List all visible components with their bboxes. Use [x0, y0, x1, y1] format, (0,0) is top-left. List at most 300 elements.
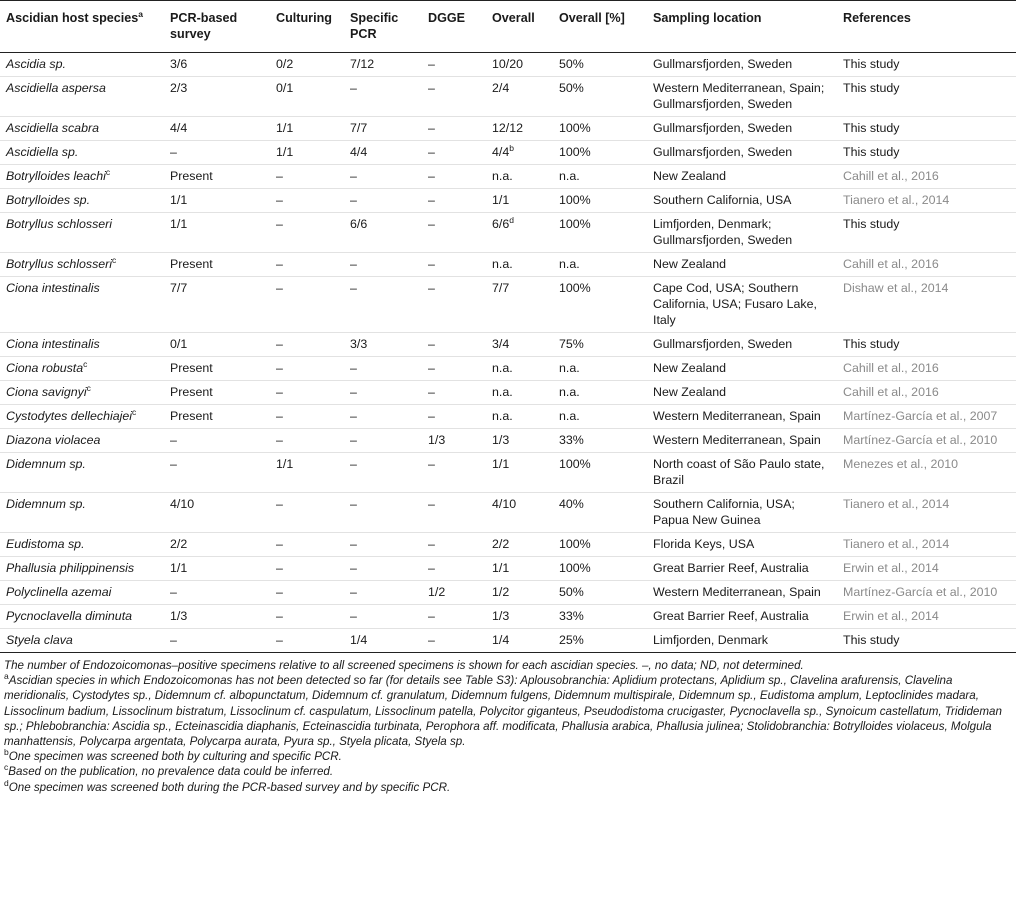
- culturing-cell: [270, 333, 344, 357]
- overall-percent-cell: [553, 557, 647, 581]
- sampling-location-cell-text: Western Mediterranean, Spain: [653, 433, 821, 447]
- dgge-cell-text: –: [428, 257, 435, 271]
- overall-percent-cell: [553, 141, 647, 165]
- pcr-survey-cell-text: –: [170, 457, 177, 471]
- sampling-location-cell-text: Western Mediterranean, Spain; Gullmarsfjorden, Sweden: [653, 81, 825, 111]
- overall-percent-cell-text: n.a.: [559, 169, 580, 183]
- culturing-cell-text: –: [276, 385, 283, 399]
- table-row: [0, 53, 1016, 77]
- overall-cell-text: 1/2: [492, 585, 510, 599]
- overall-cell-text: 1/3: [492, 433, 510, 447]
- table-row: [0, 253, 1016, 277]
- dgge-cell-text: 1/2: [428, 585, 446, 599]
- specific-pcr-cell: [344, 581, 422, 605]
- dgge-cell-text: –: [428, 337, 435, 351]
- reference-cell-text[interactable]: Martínez-García et al., 2010: [843, 585, 998, 599]
- dgge-cell: [422, 557, 486, 581]
- overall-cell: [486, 557, 553, 581]
- overall-percent-cell: [553, 429, 647, 453]
- specific-pcr-cell-text: –: [350, 193, 357, 207]
- culturing-cell-text: –: [276, 633, 283, 647]
- species-cell: [0, 605, 164, 629]
- table-row: [0, 629, 1016, 653]
- column-header: [486, 1, 553, 53]
- culturing-cell: [270, 77, 344, 117]
- overall-cell-text: 2/4: [492, 81, 510, 95]
- overall-percent-cell-text: 100%: [559, 457, 591, 471]
- overall-percent-cell-text: 25%: [559, 633, 584, 647]
- species-cell: [0, 405, 164, 429]
- reference-cell[interactable]: [837, 533, 1016, 557]
- footnote-d-marker: d: [4, 777, 9, 788]
- species-cell-text: Ascidia sp.: [6, 57, 66, 71]
- reference-cell-text[interactable]: Erwin et al., 2014: [843, 609, 939, 623]
- pcr-survey-cell-text: 1/3: [170, 609, 188, 623]
- sampling-location-cell: [647, 77, 837, 117]
- table-footnotes: [0, 653, 1016, 795]
- sampling-location-cell-text: Limfjorden, Denmark: [653, 633, 769, 647]
- reference-cell[interactable]: [837, 189, 1016, 213]
- specific-pcr-cell: [344, 117, 422, 141]
- reference-cell-text[interactable]: Tianero et al., 2014: [843, 537, 950, 551]
- pcr-survey-cell: [164, 77, 270, 117]
- reference-cell[interactable]: [837, 557, 1016, 581]
- culturing-cell: [270, 629, 344, 653]
- reference-cell[interactable]: [837, 253, 1016, 277]
- reference-cell[interactable]: [837, 357, 1016, 381]
- species-cell-text: Didemnum sp.: [6, 497, 86, 511]
- culturing-cell-text: –: [276, 169, 283, 183]
- culturing-cell-text: 1/1: [276, 121, 294, 135]
- species-cell: [0, 381, 164, 405]
- overall-cell: [486, 533, 553, 557]
- dgge-cell: [422, 357, 486, 381]
- overall-cell-text: 10/20: [492, 57, 524, 71]
- dgge-cell-text: –: [428, 121, 435, 135]
- pcr-survey-cell: [164, 357, 270, 381]
- dgge-cell-text: –: [428, 145, 435, 159]
- reference-cell-text[interactable]: Martínez-García et al., 2010: [843, 433, 998, 447]
- sampling-location-cell: [647, 117, 837, 141]
- table-row: [0, 357, 1016, 381]
- specific-pcr-cell: [344, 53, 422, 77]
- dgge-cell-text: –: [428, 561, 435, 575]
- pcr-survey-cell-text: 1/1: [170, 561, 188, 575]
- table-body: [0, 53, 1016, 653]
- overall-percent-cell-text: 33%: [559, 433, 584, 447]
- reference-cell: [837, 141, 1016, 165]
- sampling-location-cell-text: Western Mediterranean, Spain: [653, 585, 821, 599]
- specific-pcr-cell: [344, 77, 422, 117]
- sampling-location-cell-text: Cape Cod, USA; Southern California, USA; Fusaro Lake, Italy: [653, 281, 817, 327]
- specific-pcr-cell-text: –: [350, 281, 357, 295]
- column-header-label: References: [843, 11, 911, 25]
- dgge-cell-text: –: [428, 217, 435, 231]
- dgge-cell: [422, 53, 486, 77]
- footnote-d-text: One specimen was screened both during the PCR-based survey and by specific PCR.: [8, 780, 451, 794]
- pcr-survey-cell-text: 0/1: [170, 337, 188, 351]
- pcr-survey-cell-text: –: [170, 633, 177, 647]
- dgge-cell: [422, 333, 486, 357]
- table-row: [0, 189, 1016, 213]
- sampling-location-cell: [647, 53, 837, 77]
- dgge-cell: [422, 277, 486, 333]
- pcr-survey-cell: [164, 53, 270, 77]
- culturing-cell-text: –: [276, 585, 283, 599]
- specific-pcr-cell-text: –: [350, 81, 357, 95]
- pcr-survey-cell-text: 7/7: [170, 281, 188, 295]
- dgge-cell: [422, 165, 486, 189]
- sampling-location-cell: [647, 533, 837, 557]
- species-cell-text: Ciona savignyi: [6, 385, 87, 399]
- table-row: [0, 429, 1016, 453]
- specific-pcr-cell: [344, 629, 422, 653]
- species-cell: [0, 357, 164, 381]
- footnote-marker: c: [105, 166, 111, 177]
- specific-pcr-cell-text: –: [350, 497, 357, 511]
- table-row: [0, 557, 1016, 581]
- overall-cell-text: 1/3: [492, 609, 510, 623]
- sampling-location-cell: [647, 381, 837, 405]
- column-header: [344, 1, 422, 53]
- table-row: [0, 605, 1016, 629]
- overall-percent-cell-text: 33%: [559, 609, 584, 623]
- reference-cell: [837, 629, 1016, 653]
- sampling-location-cell-text: New Zealand: [653, 169, 727, 183]
- overall-cell: [486, 381, 553, 405]
- reference-cell-text: This study: [843, 121, 900, 135]
- column-header: [647, 1, 837, 53]
- specific-pcr-cell: [344, 429, 422, 453]
- reference-cell-text[interactable]: Erwin et al., 2014: [843, 561, 939, 575]
- sampling-location-cell: [647, 405, 837, 429]
- column-header: [553, 1, 647, 53]
- pcr-survey-cell: [164, 213, 270, 253]
- column-header: [270, 1, 344, 53]
- culturing-cell-text: –: [276, 609, 283, 623]
- reference-cell[interactable]: [837, 493, 1016, 533]
- overall-percent-cell: [553, 493, 647, 533]
- species-cell-text: Botryllus schlosseri: [6, 257, 113, 271]
- sampling-location-cell-text: Southern California, USA; Papua New Guinea: [653, 497, 795, 527]
- species-cell-text: Botrylloides sp.: [6, 193, 91, 207]
- overall-percent-cell: [553, 77, 647, 117]
- reference-cell[interactable]: [837, 605, 1016, 629]
- specific-pcr-cell: [344, 533, 422, 557]
- specific-pcr-cell-text: –: [350, 361, 357, 375]
- culturing-cell: [270, 429, 344, 453]
- overall-percent-cell: [553, 357, 647, 381]
- footnote-d: [4, 777, 1012, 795]
- footnote-marker: c: [83, 358, 88, 369]
- sampling-location-cell: [647, 493, 837, 533]
- column-header-label: PCR-based survey: [170, 11, 238, 41]
- specific-pcr-cell: [344, 557, 422, 581]
- table-row: [0, 581, 1016, 605]
- overall-cell: [486, 453, 553, 493]
- overall-cell-text: 1/1: [492, 561, 510, 575]
- pcr-survey-cell: [164, 189, 270, 213]
- footnote-c-marker: c: [4, 762, 9, 773]
- reference-cell-text[interactable]: Cahill et al., 2016: [843, 385, 939, 399]
- pcr-survey-cell-text: 2/2: [170, 537, 188, 551]
- dgge-cell: [422, 581, 486, 605]
- dgge-cell: [422, 429, 486, 453]
- overall-percent-cell: [553, 381, 647, 405]
- reference-cell: [837, 333, 1016, 357]
- footnote-b: [4, 749, 1012, 764]
- reference-cell-text: This study: [843, 81, 900, 95]
- overall-percent-cell-text: 50%: [559, 585, 584, 599]
- species-cell: [0, 629, 164, 653]
- table-row: [0, 533, 1016, 557]
- table-row: [0, 405, 1016, 429]
- overall-cell-text: 2/2: [492, 537, 510, 551]
- footnote-c-text: Based on the publication, no prevalence data could be inferred.: [8, 765, 334, 779]
- species-cell-text: Phallusia philippinensis: [6, 561, 135, 575]
- overall-cell-text: 3/4: [492, 337, 510, 351]
- specific-pcr-cell-text: 3/3: [350, 337, 368, 351]
- specific-pcr-cell: [344, 453, 422, 493]
- sampling-location-cell-text: Western Mediterranean, Spain: [653, 409, 821, 423]
- overall-cell: [486, 605, 553, 629]
- footnote-a-marker: a: [4, 671, 9, 682]
- pcr-survey-cell: [164, 165, 270, 189]
- reference-cell-text[interactable]: Cahill et al., 2016: [843, 257, 939, 271]
- column-header: [837, 1, 1016, 53]
- species-cell: [0, 165, 164, 189]
- reference-cell-text[interactable]: Tianero et al., 2014: [843, 497, 950, 511]
- dgge-cell-text: –: [428, 193, 435, 207]
- reference-cell: [837, 53, 1016, 77]
- overall-cell: [486, 493, 553, 533]
- column-header-footnote-marker: a: [138, 8, 144, 19]
- footnote-marker: c: [86, 382, 91, 393]
- overall-percent-cell-text: 40%: [559, 497, 584, 511]
- overall-percent-cell-text: 100%: [559, 537, 591, 551]
- culturing-cell-text: 0/1: [276, 81, 294, 95]
- overall-cell-text: n.a.: [492, 361, 513, 375]
- column-header-label: Sampling location: [653, 11, 762, 25]
- culturing-cell: [270, 405, 344, 429]
- culturing-cell-text: 1/1: [276, 145, 294, 159]
- culturing-cell-text: 0/2: [276, 57, 294, 71]
- sampling-location-cell: [647, 557, 837, 581]
- culturing-cell: [270, 213, 344, 253]
- dgge-cell-text: –: [428, 361, 435, 375]
- specific-pcr-cell: [344, 213, 422, 253]
- pcr-survey-cell-text: Present: [170, 385, 213, 399]
- overall-cell: [486, 53, 553, 77]
- culturing-cell: [270, 189, 344, 213]
- species-cell: [0, 533, 164, 557]
- overall-cell-text: 1/4: [492, 633, 510, 647]
- overall-percent-cell: [553, 605, 647, 629]
- column-header: [422, 1, 486, 53]
- specific-pcr-cell-text: –: [350, 257, 357, 271]
- sampling-location-cell-text: New Zealand: [653, 257, 727, 271]
- reference-cell-text: This study: [843, 337, 900, 351]
- pcr-survey-cell: [164, 581, 270, 605]
- species-cell: [0, 557, 164, 581]
- overall-percent-cell-text: n.a.: [559, 385, 580, 399]
- reference-cell[interactable]: [837, 165, 1016, 189]
- species-cell: [0, 581, 164, 605]
- pcr-survey-cell-text: 2/3: [170, 81, 188, 95]
- species-cell: [0, 333, 164, 357]
- overall-cell: [486, 189, 553, 213]
- culturing-cell-text: –: [276, 257, 283, 271]
- table-header: [0, 1, 1016, 53]
- overall-cell-text: 12/12: [492, 121, 524, 135]
- overall-cell-text: n.a.: [492, 409, 513, 423]
- dgge-cell: [422, 253, 486, 277]
- sampling-location-cell-text: Gullmarsfjorden, Sweden: [653, 145, 793, 159]
- dgge-cell-text: –: [428, 57, 435, 71]
- reference-cell-text[interactable]: Menezes et al., 2010: [843, 457, 959, 471]
- culturing-cell-text: –: [276, 337, 283, 351]
- culturing-cell-text: –: [276, 193, 283, 207]
- pcr-survey-cell-text: Present: [170, 361, 213, 375]
- sampling-location-cell-text: North coast of São Paulo state, Brazil: [653, 457, 825, 487]
- species-cell-text: Styela clava: [6, 633, 73, 647]
- dgge-cell-text: –: [428, 633, 435, 647]
- culturing-cell: [270, 165, 344, 189]
- culturing-cell: [270, 493, 344, 533]
- overall-percent-cell: [553, 117, 647, 141]
- species-cell-text: Cystodytes dellechiajei: [6, 409, 133, 423]
- reference-cell[interactable]: [837, 453, 1016, 493]
- dgge-cell-text: –: [428, 497, 435, 511]
- culturing-cell: [270, 53, 344, 77]
- reference-cell[interactable]: [837, 429, 1016, 453]
- pcr-survey-cell-text: Present: [170, 409, 213, 423]
- reference-cell[interactable]: [837, 581, 1016, 605]
- dgge-cell-text: –: [428, 169, 435, 183]
- overall-percent-cell-text: 50%: [559, 81, 584, 95]
- specific-pcr-cell: [344, 493, 422, 533]
- sampling-location-cell-text: New Zealand: [653, 385, 727, 399]
- culturing-cell-text: –: [276, 361, 283, 375]
- species-cell: [0, 141, 164, 165]
- species-cell-text: Ciona intestinalis: [6, 337, 100, 351]
- specific-pcr-cell: [344, 357, 422, 381]
- overall-cell: [486, 581, 553, 605]
- sampling-location-cell-text: Southern California, USA: [653, 193, 792, 207]
- sampling-location-cell-text: Gullmarsfjorden, Sweden: [653, 57, 793, 71]
- pcr-survey-cell: [164, 629, 270, 653]
- overall-cell: [486, 117, 553, 141]
- culturing-cell: [270, 581, 344, 605]
- specific-pcr-cell-text: –: [350, 585, 357, 599]
- overall-percent-cell-text: 100%: [559, 145, 591, 159]
- column-header-label: Ascidian host species: [6, 11, 139, 25]
- reference-cell-text[interactable]: Tianero et al., 2014: [843, 193, 950, 207]
- pcr-survey-cell-text: 3/6: [170, 57, 188, 71]
- overall-percent-cell-text: 100%: [559, 121, 591, 135]
- overall-cell-text: 4/4: [492, 145, 510, 159]
- overall-cell: [486, 333, 553, 357]
- specific-pcr-cell-text: –: [350, 169, 357, 183]
- overall-cell-text: 1/1: [492, 457, 510, 471]
- column-header-label: DGGE: [428, 11, 466, 25]
- species-cell: [0, 117, 164, 141]
- overall-percent-cell: [553, 581, 647, 605]
- reference-cell-text[interactable]: Cahill et al., 2016: [843, 169, 939, 183]
- reference-cell[interactable]: [837, 405, 1016, 429]
- overall-cell-text: 6/6: [492, 217, 510, 231]
- culturing-cell: [270, 557, 344, 581]
- dgge-cell: [422, 453, 486, 493]
- table-row: [0, 453, 1016, 493]
- table-row: [0, 77, 1016, 117]
- species-cell-text: Ciona robusta: [6, 361, 84, 375]
- reference-cell-text[interactable]: Cahill et al., 2016: [843, 361, 939, 375]
- pcr-survey-cell-text: 4/4: [170, 121, 188, 135]
- overall-percent-cell: [553, 533, 647, 557]
- dgge-cell-text: –: [428, 609, 435, 623]
- reference-cell-text: This study: [843, 633, 900, 647]
- culturing-cell-text: –: [276, 281, 283, 295]
- overall-cell-text: n.a.: [492, 385, 513, 399]
- sampling-location-cell-text: Gullmarsfjorden, Sweden: [653, 121, 793, 135]
- specific-pcr-cell: [344, 381, 422, 405]
- column-header: [164, 1, 270, 53]
- culturing-cell-text: –: [276, 537, 283, 551]
- footnote-marker: b: [509, 142, 514, 153]
- overall-percent-cell-text: 50%: [559, 57, 584, 71]
- sampling-location-cell: [647, 453, 837, 493]
- footnote-a-text: Ascidian species in which Endozoicomonas has not been detected so far (for details see Table S3): Aplousobranchia: Aplidium protectans, Aplidium sp., Clavelina arafurensis, Clavelina meridionalis, Cystodytes sp., Didemnum cf. albopunctatum, Didemnum cf. granulatum, Didemnum fulgens, Didemnum multispirale, Didemnum sp., Eudistoma amplum, Leptoclinides madara, Lissoclinum badium, Lissoclinum bistratum, Lissoclinum cf. caspulatum, Lissoclinum patella, Polycitor giganteus, Pseudodistoma crucigaster, Pycnoclavella sp., Synoicum castellatum, Tridideman sp.; Phlebobranchia: Ascidia sp., Ecteinascidia diaphanis, Ecteinascidia turbinata, Perophora aff. modificata, Phallusia arabica, Phallusia julinea; Stolidobranchia: Botrylloides violaceus, Molgula manhattensis, Polycarpa argentata, Polycarpa aurata, Pyura sp., Styela plicata, Styela sp.: [4, 674, 1002, 749]
- species-cell-text: Botrylloides leachi: [6, 169, 106, 183]
- reference-cell[interactable]: [837, 277, 1016, 333]
- dgge-cell: [422, 493, 486, 533]
- reference-cell-text: This study: [843, 145, 900, 159]
- sampling-location-cell: [647, 333, 837, 357]
- specific-pcr-cell-text: 4/4: [350, 145, 368, 159]
- column-header-label: Specific PCR: [350, 11, 399, 41]
- reference-cell-text: This study: [843, 217, 900, 231]
- overall-percent-cell-text: n.a.: [559, 361, 580, 375]
- pcr-survey-cell: [164, 381, 270, 405]
- table-row: [0, 493, 1016, 533]
- sampling-location-cell-text: Great Barrier Reef, Australia: [653, 609, 809, 623]
- specific-pcr-cell-text: 1/4: [350, 633, 368, 647]
- reference-cell-text[interactable]: Dishaw et al., 2014: [843, 281, 949, 295]
- culturing-cell-text: –: [276, 497, 283, 511]
- culturing-cell-text: –: [276, 433, 283, 447]
- culturing-cell: [270, 453, 344, 493]
- reference-cell[interactable]: [837, 381, 1016, 405]
- pcr-survey-cell: [164, 429, 270, 453]
- species-cell-text: Botryllus schlosseri: [6, 217, 113, 231]
- culturing-cell-text: –: [276, 409, 283, 423]
- overall-cell-text: n.a.: [492, 257, 513, 271]
- specific-pcr-cell: [344, 189, 422, 213]
- pcr-survey-cell: [164, 405, 270, 429]
- overall-cell-text: 4/10: [492, 497, 517, 511]
- culturing-cell: [270, 117, 344, 141]
- reference-cell-text[interactable]: Martínez-García et al., 2007: [843, 409, 998, 423]
- overall-cell: [486, 253, 553, 277]
- specific-pcr-cell: [344, 605, 422, 629]
- specific-pcr-cell-text: 7/7: [350, 121, 368, 135]
- pcr-survey-cell: [164, 605, 270, 629]
- culturing-cell-text: 1/1: [276, 457, 294, 471]
- overall-cell: [486, 405, 553, 429]
- dgge-cell: [422, 629, 486, 653]
- pcr-survey-cell-text: 1/1: [170, 217, 188, 231]
